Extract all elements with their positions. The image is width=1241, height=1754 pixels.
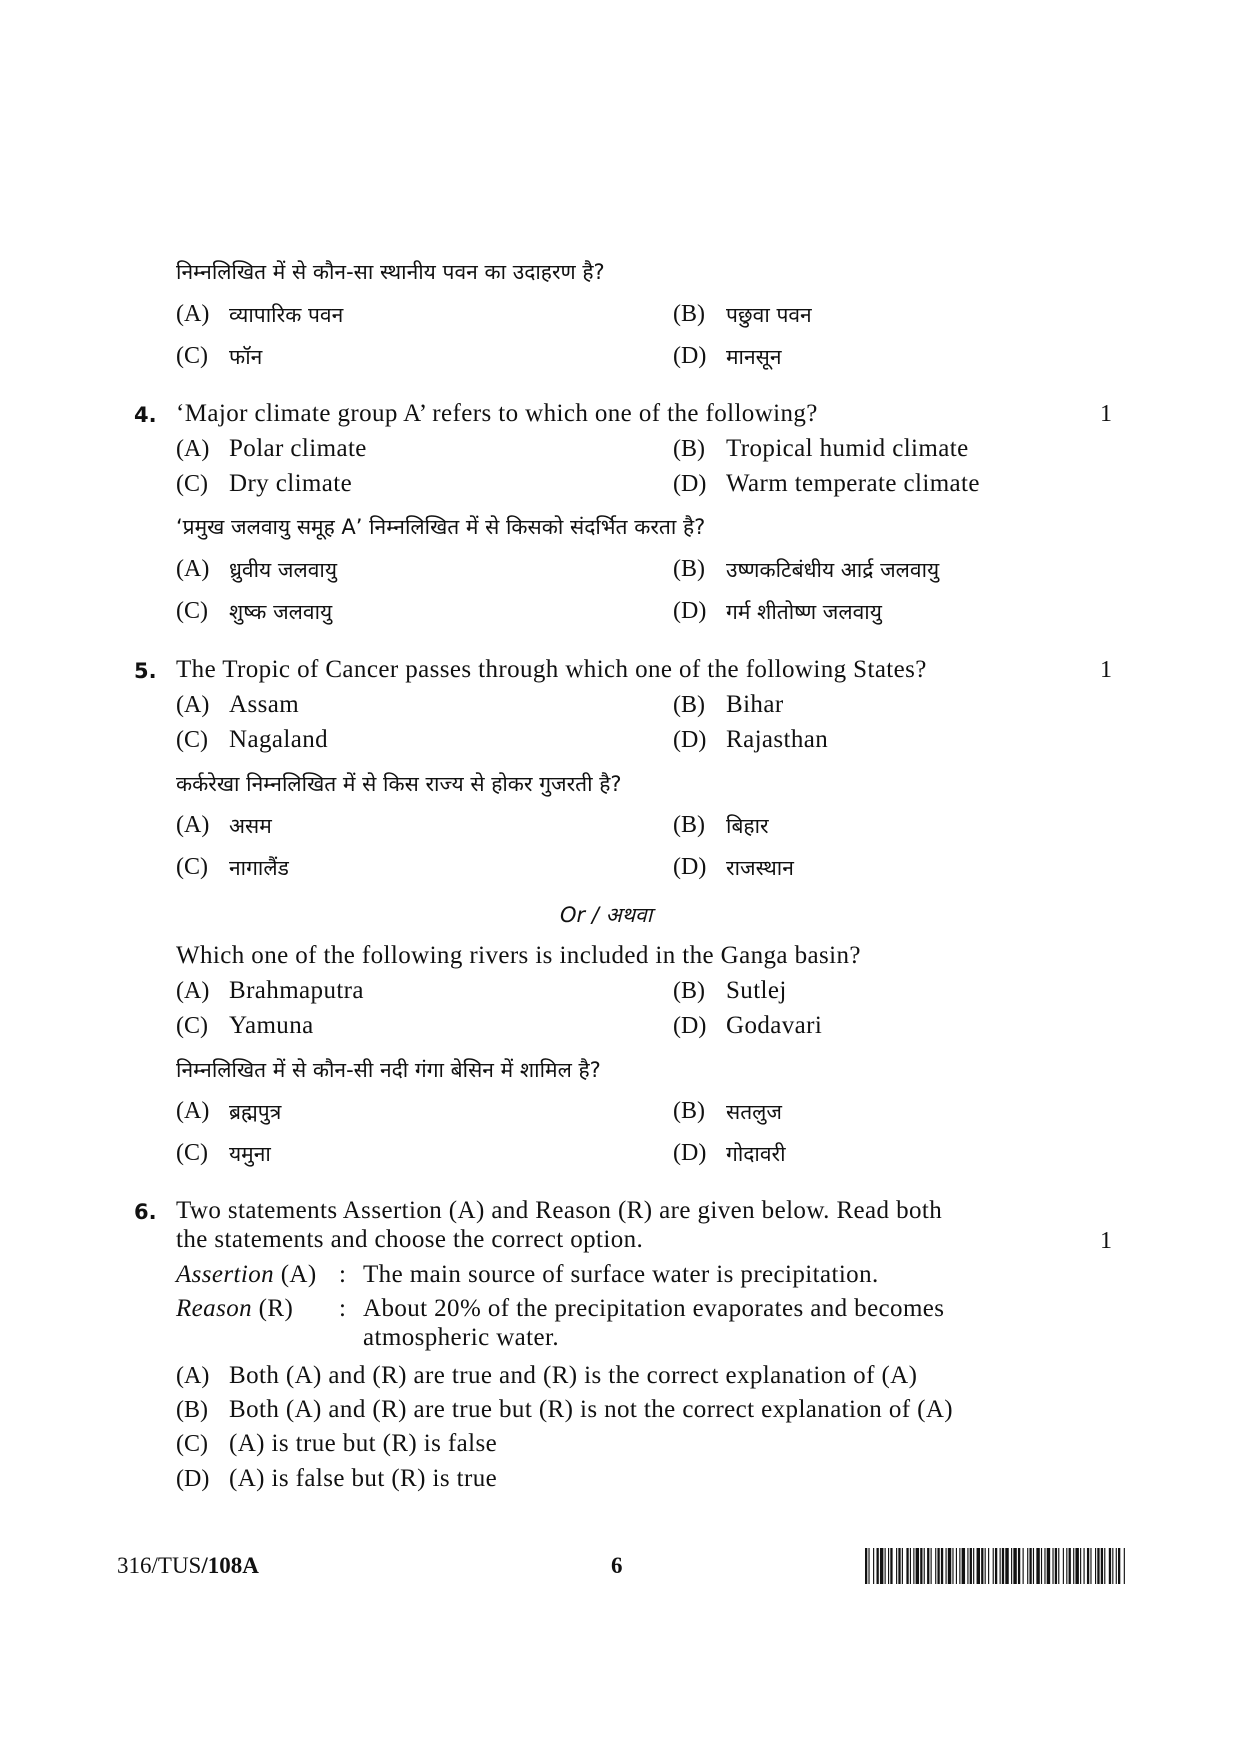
q4-question: ‘Major climate group A’ refers to which one of the following? (176, 400, 818, 427)
q4-option-b: Tropical humid climate (726, 435, 969, 462)
barcode-bar (1084, 1548, 1085, 1584)
barcode-bar (973, 1548, 974, 1584)
q4-option-c: Dry climate (229, 470, 353, 497)
q5-hindi-option-b: बिहार (726, 814, 769, 838)
barcode-bar (988, 1548, 989, 1584)
q5-number: 5. (134, 659, 157, 683)
q6-option-d-label: (D) (176, 1466, 210, 1492)
barcode-bar (1041, 1548, 1042, 1584)
q5-hindi-option-c-label: (C) (176, 854, 208, 880)
q5-alt-option-a-label: (A) (176, 978, 210, 1004)
paper-code-prefix: 316/TUS (117, 1553, 202, 1578)
q4-hindi-option-b: उष्णकटिबंधीय आर्द्र जलवायु (726, 558, 940, 582)
q4-hindi-option-b-label: (B) (673, 556, 705, 582)
barcode-bar (920, 1548, 922, 1584)
q4-option-a-label: (A) (176, 436, 210, 462)
barcode-bar (910, 1548, 911, 1584)
q6-reason-line2: atmospheric water. (363, 1324, 560, 1351)
barcode-bar (1044, 1548, 1045, 1584)
barcode-bar (1116, 1548, 1117, 1584)
barcode-bar (1058, 1548, 1059, 1584)
q4-hindi-option-c: शुष्क जलवायु (229, 600, 333, 624)
q5-alt-hindi-option-b-label: (B) (673, 1098, 705, 1124)
barcode-bar (1073, 1548, 1074, 1584)
barcode-bar (880, 1548, 883, 1584)
q5-alt-hindi-option-a-label: (A) (176, 1098, 210, 1124)
barcode-bar (967, 1548, 968, 1584)
q4-option-c-label: (C) (176, 471, 208, 497)
barcode-bar (1002, 1548, 1004, 1584)
barcode-image (865, 1548, 1125, 1584)
q3-hindi-option-d: मानसून (726, 345, 782, 369)
q5-hindi-option-d: राजस्थान (726, 856, 794, 880)
q6-question-line2: the statements and choose the correct option. (176, 1226, 644, 1253)
q6-question-line1: Two statements Assertion (A) and Reason (R) are given below. Read both (176, 1197, 943, 1224)
barcode-bar (959, 1548, 960, 1584)
q5-option-b-label: (B) (673, 692, 705, 718)
q6-option-a: Both (A) and (R) are true and (R) is the correct explanation of (A) (229, 1362, 918, 1389)
barcode-bar (1109, 1548, 1111, 1584)
barcode-bar (1018, 1548, 1020, 1584)
q6-assertion-tag: (A) (274, 1261, 317, 1288)
barcode-bar (902, 1548, 903, 1584)
q4-option-d: Warm temperate climate (726, 470, 980, 497)
q6-option-c-label: (C) (176, 1431, 208, 1457)
q5-option-c-label: (C) (176, 727, 208, 753)
barcode-bar (877, 1548, 879, 1584)
barcode-bar (1011, 1548, 1012, 1584)
q6-option-b-label: (B) (176, 1397, 208, 1423)
q5-alt-option-d-label: (D) (673, 1013, 707, 1039)
q3-hindi-option-b-label: (B) (673, 301, 705, 327)
q6-assertion-word: Assertion (176, 1261, 275, 1288)
page-number: 6 (611, 1553, 623, 1578)
q6-number: 6. (134, 1200, 157, 1224)
barcode-bar (1101, 1548, 1103, 1584)
q5-alt-option-c-label: (C) (176, 1013, 208, 1039)
q6-marks: 1 (1100, 1228, 1112, 1254)
q3-hindi-option-d-label: (D) (673, 343, 707, 369)
barcode-bar (981, 1548, 983, 1584)
q5-hindi-option-c: नागालैंड (229, 856, 289, 880)
q5-hindi-option-a: असम (229, 814, 272, 838)
q6-reason-tag: (R) (252, 1295, 294, 1322)
barcode-bar (1090, 1548, 1091, 1584)
barcode-bar (1047, 1548, 1050, 1584)
barcode-bar (1124, 1548, 1125, 1584)
q4-hindi-question: ‘प्रमुख जलवायु समूह A’ निम्नलिखित में से किसको संदर्भित करता है? (176, 515, 706, 539)
q6-option-d: (A) is false but (R) is true (229, 1465, 498, 1492)
q3-hindi-option-c: फॉन (229, 345, 263, 369)
q4-option-a: Polar climate (229, 435, 367, 462)
barcode-bar (931, 1548, 932, 1584)
q5-option-a: Assam (229, 691, 300, 718)
q4-hindi-option-d-label: (D) (673, 598, 707, 624)
barcode-bar (1000, 1548, 1001, 1584)
barcode-bar (927, 1548, 929, 1584)
barcode-bar (977, 1548, 980, 1584)
q6-assertion-label (176, 1261, 317, 1289)
q3-hindi-option-b: पछुवा पवन (726, 303, 812, 327)
q3-hindi-option-a: व्यापारिक पवन (229, 303, 344, 327)
q5-alt-option-d: Godavari (726, 1012, 823, 1039)
barcode-bar (952, 1548, 953, 1584)
barcode-bar (896, 1548, 897, 1584)
barcode-bar (865, 1548, 867, 1584)
q5-alt-question: Which one of the following rivers is included in the Ganga basin? (176, 942, 861, 969)
paper-code-bold: /108A (201, 1553, 259, 1578)
barcode-bar (1087, 1548, 1089, 1584)
barcode-bar (1069, 1548, 1071, 1584)
q4-option-b-label: (B) (673, 436, 705, 462)
q5-alt-hindi-option-b: सतलुज (726, 1100, 782, 1124)
or-separator: Or / अथवा (560, 903, 653, 927)
barcode-bar (885, 1548, 886, 1584)
barcode-bar (1036, 1548, 1039, 1584)
q5-alt-option-b-label: (B) (673, 978, 705, 1004)
paper-code (117, 1553, 259, 1579)
barcode-bar (995, 1548, 997, 1584)
q6-reason-line1: About 20% of the precipitation evaporates and becomes (363, 1295, 945, 1322)
q6-reason-label (176, 1295, 293, 1323)
barcode-bar (1013, 1548, 1016, 1584)
q6-reason-word: Reason (176, 1295, 252, 1322)
barcode-bar (946, 1548, 947, 1584)
q4-number: 4. (134, 403, 157, 427)
q5-hindi-option-b-label: (B) (673, 812, 705, 838)
barcode-bar (1023, 1548, 1024, 1584)
q5-option-d-label: (D) (673, 727, 707, 753)
barcode-bar (888, 1548, 889, 1584)
q4-marks: 1 (1100, 401, 1112, 427)
q5-alt-hindi-option-d-label: (D) (673, 1140, 707, 1166)
barcode-bar (1097, 1548, 1099, 1584)
barcode-bar (1029, 1548, 1031, 1584)
barcode-bar (962, 1548, 965, 1584)
q5-option-a-label: (A) (176, 692, 210, 718)
q5-hindi-option-d-label: (D) (673, 854, 707, 880)
q5-alt-option-c: Yamuna (229, 1012, 314, 1039)
q4-hindi-option-a-label: (A) (176, 556, 210, 582)
barcode-bar (970, 1548, 972, 1584)
q5-hindi-question: कर्करेखा निम्नलिखित में से किस राज्य से होकर गुजरती है? (176, 772, 622, 796)
barcode-bar (1027, 1548, 1028, 1584)
q6-assertion-text: The main source of surface water is precipitation. (363, 1261, 879, 1288)
barcode-bar (890, 1548, 892, 1584)
barcode-bar (898, 1548, 900, 1584)
q6-option-b: Both (A) and (R) are true but (R) is not the correct explanation of (A) (229, 1396, 954, 1423)
barcode-bar (941, 1548, 943, 1584)
q5-hindi-option-a-label: (A) (176, 812, 210, 838)
q3-hindi-option-a-label: (A) (176, 301, 210, 327)
barcode-bar (913, 1548, 914, 1584)
barcode-bar (1080, 1548, 1081, 1584)
barcode-bar (916, 1548, 919, 1584)
q6-option-a-label: (A) (176, 1363, 210, 1389)
q5-alt-hindi-option-d: गोदावरी (726, 1142, 786, 1166)
q5-alt-hindi-option-c-label: (C) (176, 1140, 208, 1166)
q3-hindi-question: निम्नलिखित में से कौन-सा स्थानीय पवन का उदाहरण है? (176, 260, 605, 284)
barcode-bar (1118, 1548, 1120, 1584)
q5-option-c: Nagaland (229, 726, 328, 753)
barcode-bar (1075, 1548, 1078, 1584)
barcode-bar (1063, 1548, 1064, 1584)
barcode-bar (1095, 1548, 1096, 1584)
barcode-bar (1112, 1548, 1113, 1584)
q5-alt-option-a: Brahmaputra (229, 977, 364, 1004)
barcode-bar (924, 1548, 925, 1584)
barcode-bar (868, 1548, 869, 1584)
q5-option-b: Bihar (726, 691, 784, 718)
barcode-bar (1005, 1548, 1008, 1584)
barcode-bar (1104, 1548, 1105, 1584)
q5-alt-hindi-option-c: यमुना (229, 1142, 271, 1166)
q4-hindi-option-c-label: (C) (176, 598, 208, 624)
barcode-bar (1052, 1548, 1053, 1584)
q3-hindi-option-c-label: (C) (176, 343, 208, 369)
barcode-bar (937, 1548, 939, 1584)
barcode-bar (906, 1548, 908, 1584)
barcode-bar (993, 1548, 994, 1584)
barcode-bar (985, 1548, 986, 1584)
q5-option-d: Rajasthan (726, 726, 829, 753)
q6-reason-colon: : (339, 1295, 347, 1322)
q6-assertion-colon: : (339, 1261, 347, 1288)
q5-marks: 1 (1100, 657, 1112, 683)
barcode-bar (1066, 1548, 1067, 1584)
barcode-bar (873, 1548, 874, 1584)
q4-option-d-label: (D) (673, 471, 707, 497)
q5-alt-hindi-question: निम्नलिखित में से कौन-सी नदी गंगा बेसिन में शामिल है? (176, 1058, 601, 1082)
barcode-bar (956, 1548, 957, 1584)
barcode-bar (1055, 1548, 1057, 1584)
q5-question: The Tropic of Cancer passes through which one of the following States? (176, 656, 927, 683)
barcode-bar (1033, 1548, 1034, 1584)
q4-hindi-option-a: ध्रुवीय जलवायु (229, 558, 337, 582)
barcode-bar (935, 1548, 936, 1584)
q5-alt-option-b: Sutlej (726, 977, 787, 1004)
q5-alt-hindi-option-a: ब्रह्मपुत्र (229, 1100, 282, 1124)
q4-hindi-option-d: गर्म शीतोष्ण जलवायु (726, 600, 882, 624)
barcode-bar (948, 1548, 951, 1584)
q6-option-c: (A) is true but (R) is false (229, 1430, 498, 1457)
